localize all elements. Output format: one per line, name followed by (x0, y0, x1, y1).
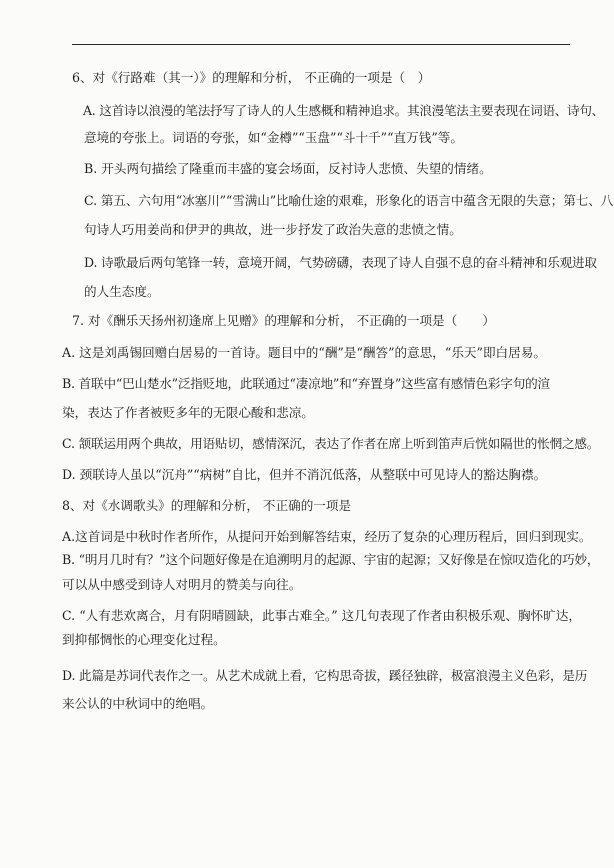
question-8-option-c-line-2: 到抑郁惆怅的心理变化过程。 (62, 632, 226, 647)
question-6-stem: 6、对《行路难（其一）》的理解和分析， 不正确的一项是（ ） (72, 70, 431, 85)
question-6-option-c-line-2: 句诗人巧用姜尚和伊尹的典故，进一步抒发了政治失意的悲愤之情。 (84, 222, 462, 237)
question-6-option-d-line-2: 的人生态度。 (84, 284, 160, 299)
question-8-option-b-line-2: 可以从中感受到诗人对明月的赞美与向往。 (62, 577, 302, 592)
question-8-option-c-line-1: C. “人有悲欢离合，月有阴晴圆缺，此事古难全。” 这几句表现了作者由积极乐观、胸怀旷达， (62, 608, 581, 623)
question-7-stem: 7. 对《酬乐天扬州初逢席上见赠》的理解和分析， 不正确的一项是（ ） (72, 313, 496, 328)
question-6-option-a-line-1: A. 这首诗以浪漫的笔法抒写了诗人的人生感概和精神追求。其浪漫笔法主要表现在词语、诗句、 (83, 103, 604, 118)
header-rule (72, 44, 570, 45)
question-8-option-d-line-1: D. 此篇是苏词代表作之一。从艺术成就上看，它构思奇拔，蹊径独辟，极富浪漫主义色彩，是历 (62, 668, 588, 683)
question-7-option-c: C. 颔联运用两个典故，用语贴切，感情深沉，表达了作者在席上听到笛声后恍如隔世的怅惘之感。 (62, 436, 600, 451)
question-7-option-a: A. 这是刘禹锡回赠白居易的一首诗。题目中的“酬”是“酬答”的意思，“乐天”即白居易。 (62, 345, 546, 360)
question-7-option-b-line-1: B. 首联中“巴山楚水”泛指贬地，此联通过“凄凉地”和“弃置身”这些富有感情色彩字句的渲 (62, 376, 550, 391)
question-7-option-b-line-2: 染，表达了作者被贬多年的无限心酸和悲凉。 (62, 405, 314, 420)
question-6-option-b: B. 开头两句描绘了隆重而丰盛的宴会场面，反衬诗人悲愤、失望的情绪。 (84, 161, 492, 176)
question-7-option-d: D. 颈联诗人虽以“沉舟”“病树”自比，但并不消沉低落，从整联中可见诗人的豁达胸襟。 (62, 467, 547, 482)
question-6-option-d-line-1: D. 诗歌最后两句笔锋一转，意境开阔，气势磅礴，表现了诗人自强不息的奋斗精神和乐观进取 (84, 255, 597, 270)
question-8-stem: 8、对《水调歌头》的理解和分析， 不正确的一项是 (62, 498, 352, 513)
question-8-option-a: A.这首词是中秋时作者所作，从提问开始到解答结束，经历了复杂的心理历程后，回归到现实。 (62, 529, 592, 544)
question-8-option-d-line-2: 来公认的中秋词中的绝唱。 (62, 696, 214, 711)
question-6-option-a-line-2: 意境的夸张上。词语的夸张，如“金樽”“玉盘”“斗十千”“直万钱”等。 (84, 130, 463, 145)
question-6-option-c-line-1: C. 第五、六句用“冰塞川”“雪满山”比喻仕途的艰难，形象化的语言中蕴含无限的失意；第七、八 (84, 193, 614, 208)
question-8-option-b-line-1: B. “明月几时有？”这个问题好像是在追溯明月的起源、宇宙的起源；又好像是在惊叹造化的巧妙， (62, 552, 600, 567)
